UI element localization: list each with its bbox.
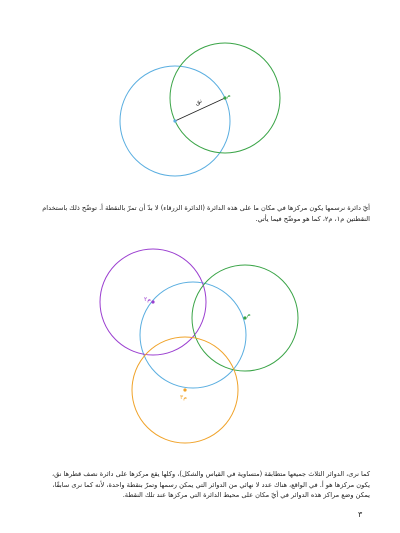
- green-center-label: م: [227, 92, 231, 99]
- orange-center-point: [183, 388, 186, 391]
- center-point-a: [173, 119, 176, 122]
- paragraph-2: [30, 469, 370, 501]
- orange-center-label: م٣: [180, 394, 187, 401]
- paragraph-1-line-1: أيّ دائرة نرسمها يكون مركزها في مكان ما على هذه الدائرة (الدائرة الزرقاء) لا بدّ أن تمرّ بالنقطة أ. توضّح ذلك باستخدام: [42, 204, 370, 212]
- paragraph-2-line-1: كما نرى، الدوائر الثلاث جميعها متطابقة (متساوية في القياس والشكل)، وكلها يقع مركزها على دائرة نصف قطرها نق،: [51, 470, 370, 478]
- paragraph-2-line-2: يكون مركزها هو أ. في الواقع، هناك عدد لا نهائي من الدوائر التي يمكن رسمها وتمرّ بنقطة واحدة، لأنه كما نرى سابقًا،: [52, 480, 370, 489]
- figure-1: [120, 43, 280, 176]
- radius-label: نق: [194, 97, 204, 107]
- paragraph-1: [30, 203, 370, 224]
- purple-center-point: [151, 300, 154, 303]
- paragraph-2-line-3: يمكن وضع مراكز هذه الدوائر في أيّ مكان على محيط الدائرة التي مركزها عند تلك النقطة.: [122, 491, 370, 499]
- figure-2: [100, 249, 298, 443]
- green-center-label-2: م: [247, 311, 251, 318]
- blue-circle-2: [140, 282, 246, 388]
- purple-center-label: م٢: [144, 296, 151, 303]
- paragraph-1-line-2: النقطتين م١، م٢، كما هو موضّح فيما يأتي.: [255, 214, 370, 223]
- page-number: ٣: [358, 510, 363, 519]
